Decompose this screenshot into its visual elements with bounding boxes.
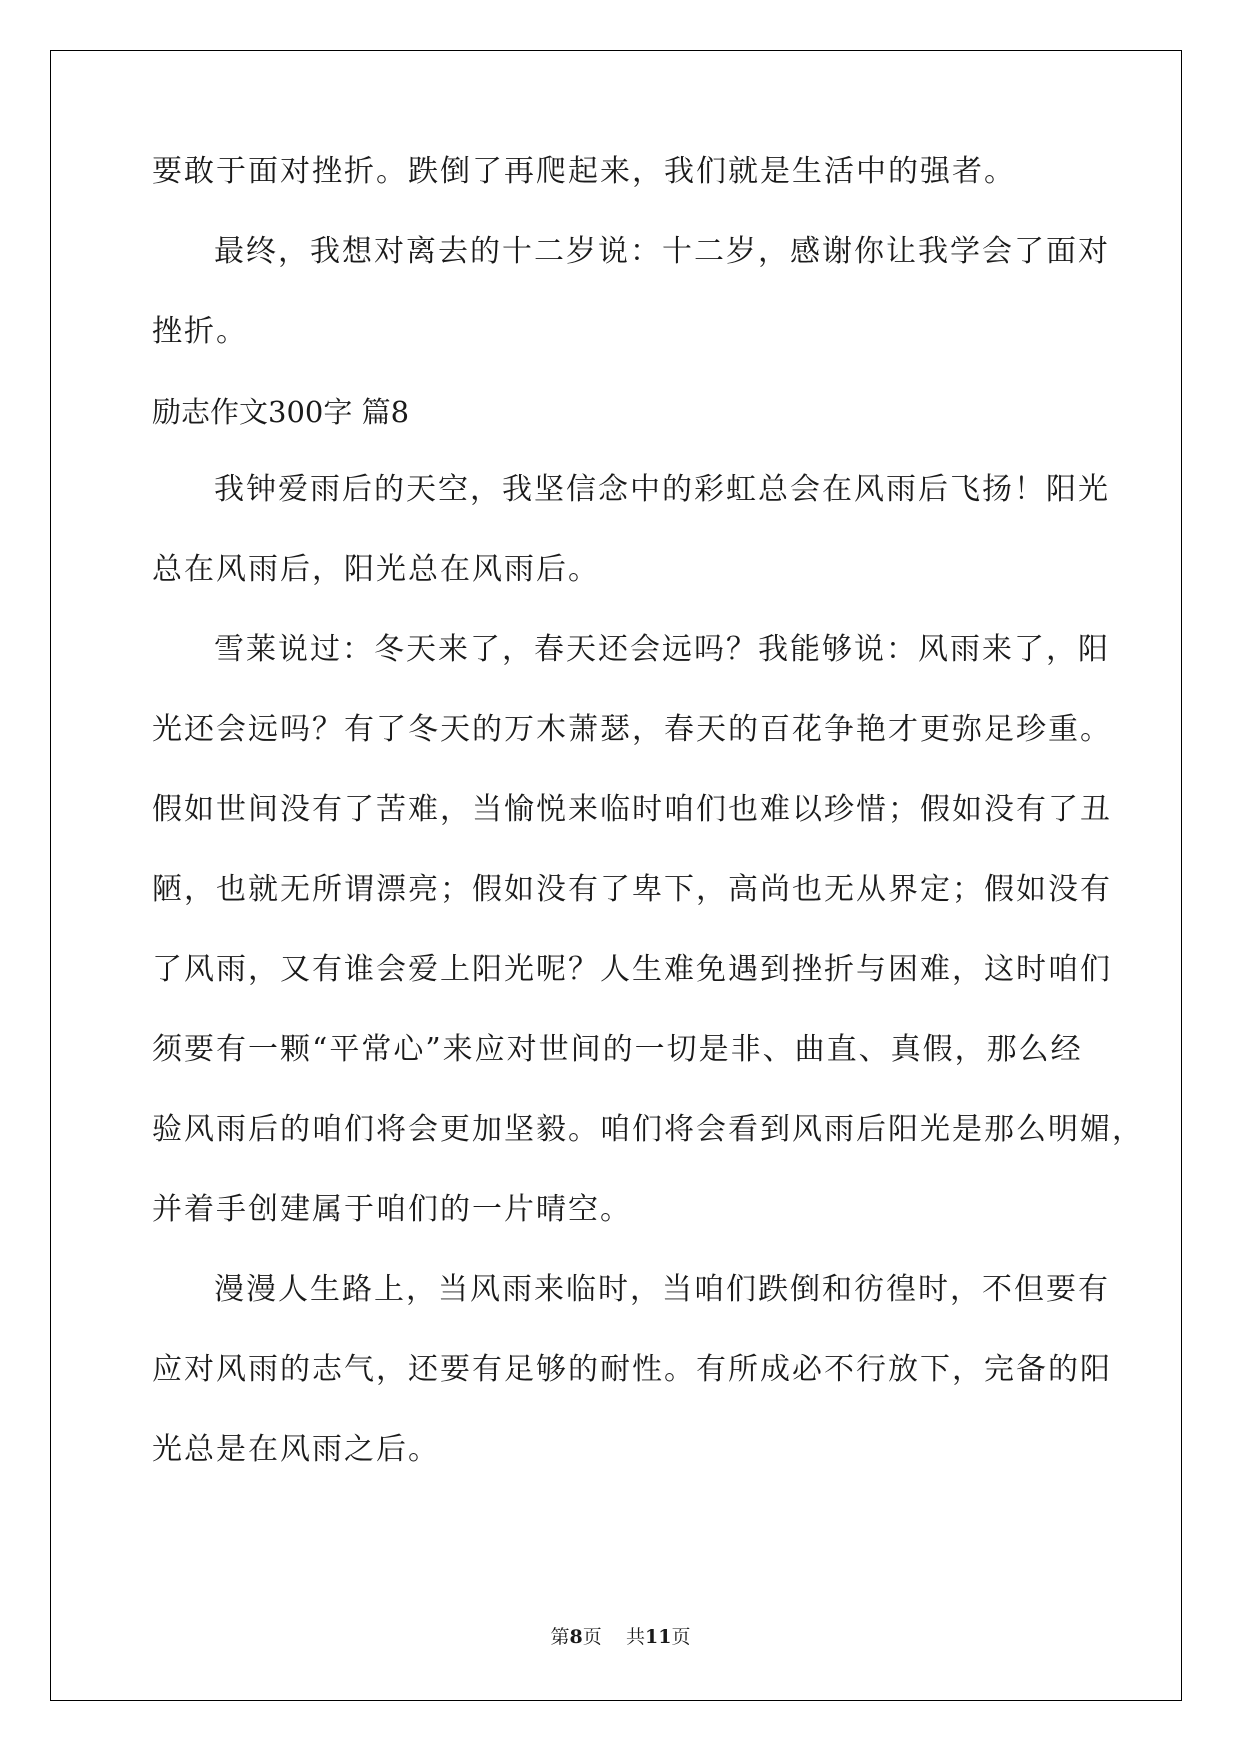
footer-total-pages: 11 — [644, 1626, 672, 1648]
paragraph-line: 我钟爱雨后的天空，我坚信念中的彩虹总会在风雨后飞扬！阳光 — [214, 472, 1110, 507]
paragraph-line: 了风雨，又有谁会爱上阳光呢？人生难免遇到挫折与困难，这时咱们 — [152, 952, 1112, 987]
paragraph-line: 光还会远吗？有了冬天的万木萧瑟，春天的百花争艳才更弥足珍重。 — [152, 712, 1112, 747]
paragraph-line: 假如世间没有了苦难，当愉悦来临时咱们也难以珍惜；假如没有了丑 — [152, 792, 1112, 827]
section-heading: 励志作文300字 篇8 — [152, 395, 410, 429]
footer-page-number: 8 — [569, 1626, 583, 1648]
paragraph-line: 应对风雨的志气，还要有足够的耐性。有所成必不行放下，完备的阳 — [152, 1352, 1112, 1387]
paragraph-line: 须要有一颗“平常心”来应对世间的一切是非、曲直、真假，那么经 — [152, 1032, 1083, 1067]
paragraph-line: 雪莱说过：冬天来了，春天还会远吗？我能够说：风雨来了，阳 — [214, 632, 1110, 667]
paragraph-line: 要敢于面对挫折。跌倒了再爬起来，我们就是生活中的强者。 — [152, 154, 1016, 189]
paragraph-line: 漫漫人生路上，当风雨来临时，当咱们跌倒和彷徨时，不但要有 — [214, 1272, 1110, 1307]
paragraph-line: 光总是在风雨之后。 — [152, 1432, 440, 1467]
footer-page-prefix: 第 — [550, 1626, 570, 1648]
footer-page-suffix: 页 — [582, 1626, 602, 1648]
paragraph-line: 并着手创建属于咱们的一片晴空。 — [152, 1192, 632, 1227]
paragraph-line: 最终，我想对离去的十二岁说：十二岁，感谢你让我学会了面对 — [214, 234, 1110, 269]
footer-total-suffix: 页 — [671, 1626, 691, 1648]
paragraph-line: 总在风雨后，阳光总在风雨后。 — [152, 552, 600, 587]
paragraph-line: 验风雨后的咱们将会更加坚毅。咱们将会看到风雨后阳光是那么明媚， — [152, 1112, 1144, 1147]
footer-total-prefix: 共 — [625, 1626, 645, 1648]
page-footer — [0, 1625, 1241, 1649]
paragraph-line: 挫折。 — [152, 314, 248, 349]
paragraph-line: 陋，也就无所谓漂亮；假如没有了卑下，高尚也无从界定；假如没有 — [152, 872, 1112, 907]
